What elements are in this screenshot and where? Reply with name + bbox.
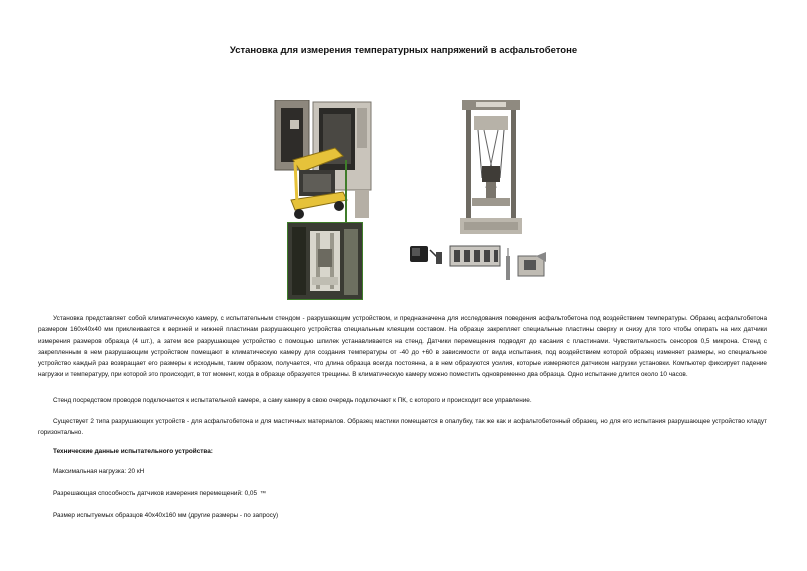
specs-heading: Технические данные испытательного устройства: — [53, 448, 213, 455]
page-title: Установка для измерения температурных напряжений в асфальтобетоне — [229, 45, 578, 56]
climate-chamber-photo — [273, 100, 373, 225]
description-paragraph: Установка представляет собой климатическую камеру, с испытательным стендом - разрушающим устройством, и предназначена для исследования поведения асфальтобетона под воздействием температуры. Образец асфальтобетона размером 160х40х40 мм приклеивается к верхней и нижней пластинам разрушающего устройства специальным клеящим составом. На образце закрепляет специальные пластины сверху и снизу для того чтобы опирать на них датчики измерения размеров образца (4 шт.), а затем все разрушающее устройство с помощью шпилек устанавливается на стенд. Датчики перемещения подводят до касания с пластинами. Чувствительность сенсоров 0,5 микрона. Стенд с закрепленным в нем разрушающим устройством помещают в климатическую камеру для создания температуры от -40 до +60 в зависимости от вида испытания, под воздействием которой образец изменяет размеры, но специальное устройство каждый раз возвращает его размеры к исходным, таким образом, получается, что длина образца всегда постоянна, а в нем образуются усилия, которые измеряются датчиком нагрузки установки. Компьютер фиксирует падение нагрузки и температуру, при которой это происходит, в тот момент, когда в образце образуется трещины. В климатическую камеру можно поместить одновременно два образца. Одно испытание длится около 10 часов. — [38, 315, 767, 379]
sensors-and-clamps-photo — [406, 238, 550, 286]
test-frame-photo — [460, 98, 522, 240]
spec-resolution-text: Разрешающая способность датчиков измерения перемещений: 0,05 — [53, 490, 258, 497]
unit-glyph-icon: ™ — [260, 491, 267, 497]
chamber-interior-inset-photo — [287, 222, 363, 300]
spec-max-load: Максимальная нагрузка: 20 кН — [53, 468, 145, 475]
connector-line — [345, 160, 347, 224]
device-types-paragraph: Существует 2 типа разрушающих устройств - для асфальтобетона и для мастичных материалов. Образец мастики помещается в опалубку, так же как и асфальтобетонный образец, но для его испытания разрушающее устройство кладут горизонтально. — [38, 418, 767, 437]
spec-sample-size: Размер испытуемых образцов 40х40х160 мм (другие размеры - по запросу) — [53, 512, 279, 519]
connection-paragraph: Стенд посредством проводов подключается к испытательной камере, а саму камеру в свою очередь подключают к ПК, с которого и происходит все управление. — [53, 397, 532, 404]
spec-resolution — [53, 488, 266, 500]
